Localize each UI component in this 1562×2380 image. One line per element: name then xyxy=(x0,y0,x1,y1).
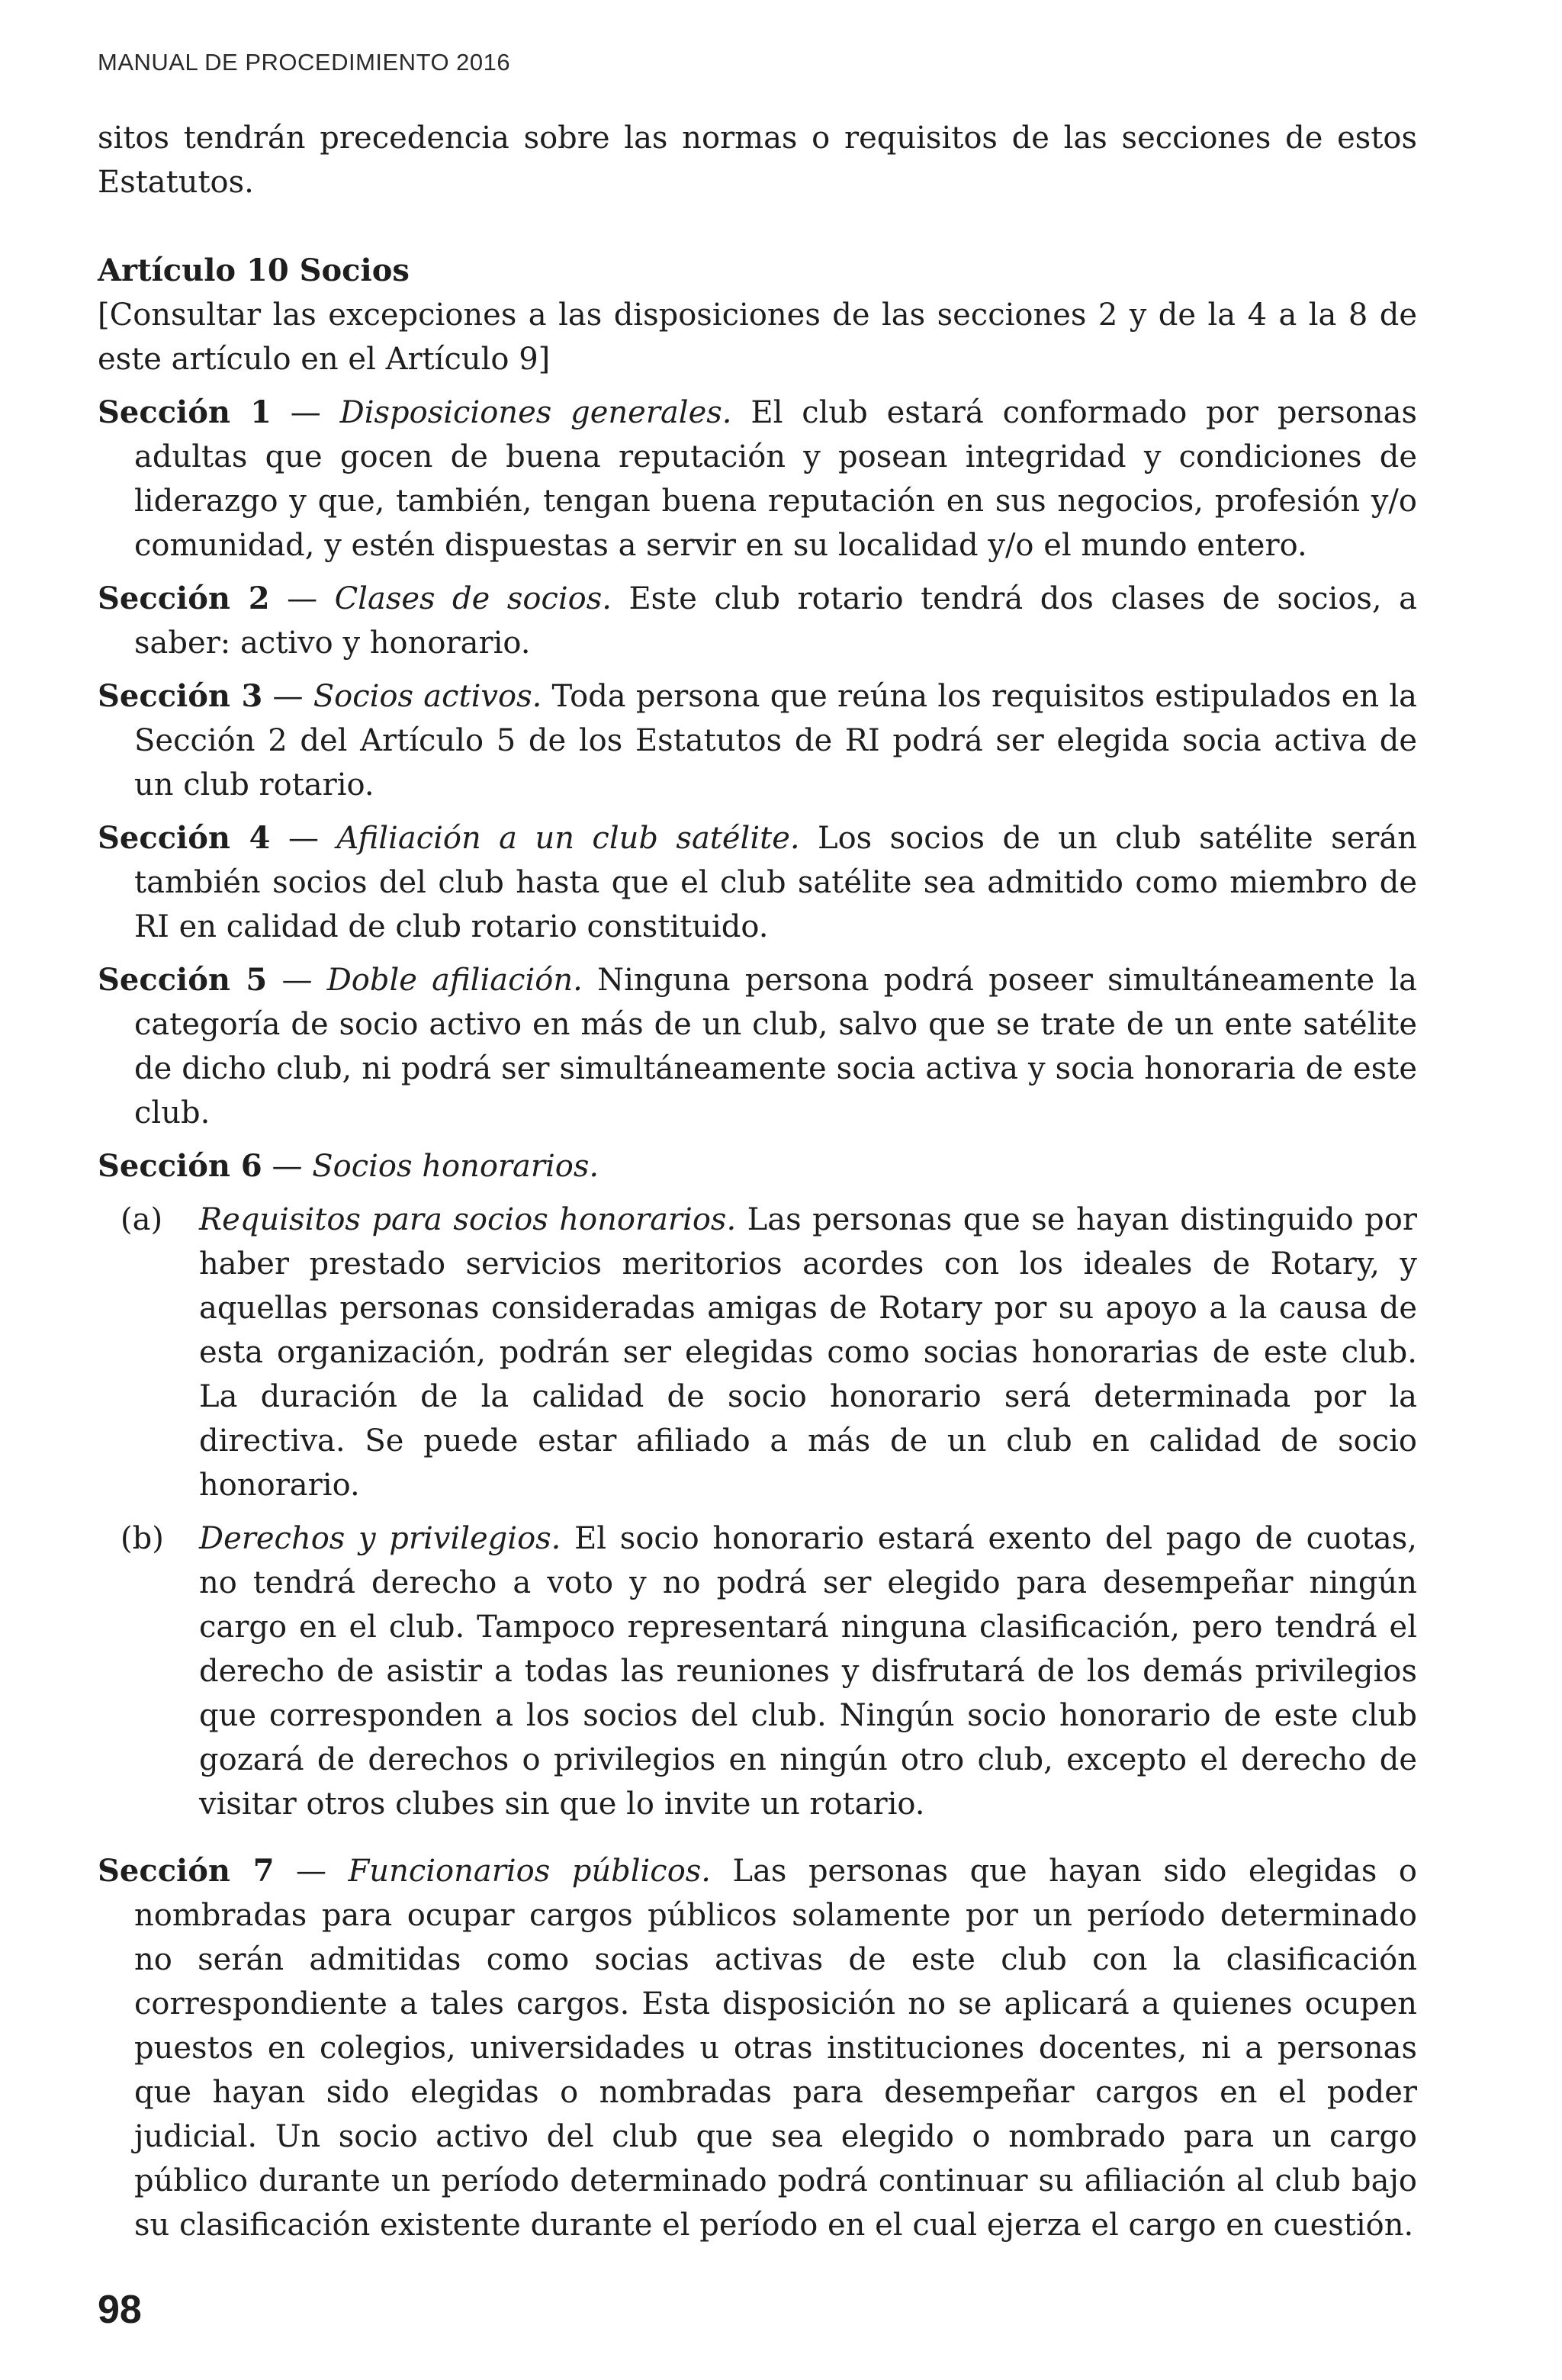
section-text: Ninguna persona podrá poseer simultáneamente la categoría de socio activo en más de un club, salvo que se trate de un ente satélite de dicho club, ni podrá ser simultáneamente socia activa y socia honoraria de este club. xyxy=(134,963,1417,1130)
section-label: Sección 3 xyxy=(98,678,263,714)
section-name: Funcionarios públicos. xyxy=(348,1854,712,1889)
item-label: (a) xyxy=(121,1202,163,1237)
section-1 xyxy=(98,391,1417,568)
item-text: Las personas que se hayan distinguido por haber prestado servicios meritorios acordes con los ideales de Rotary, y aquellas personas consideradas amigas de Rotary por su apoyo a la causa de esta organización, podrán ser elegidas como socias honorarias de este club. La duración de la calidad de socio honorario será determinada por la directiva. Se puede estar afiliado a más de un club en calidad de socio honorario. xyxy=(199,1202,1417,1503)
section-text: Las personas que hayan sido elegidas o nombradas para ocupar cargos públicos solamente por un período determinado no serán admitidas como socias activas de este club con la clasificación correspondiente a tales cargos. Esta disposición no se aplicará a quienes ocupen puestos en colegios, universidades u otras instituciones docentes, ni a personas que hayan sido elegidas o nombradas para desempeñar cargos en el poder judicial. Un socio activo del club que sea elegido o nombrado para un cargo público durante un período determinado podrá continuar su afiliación al club bajo su clasificación existente durante el período en el cual ejerza el cargo en cuestión. xyxy=(134,1854,1418,2243)
section-name: Afiliación a un club satélite. xyxy=(336,821,800,856)
section-dash: — xyxy=(269,581,335,616)
section-dash: — xyxy=(262,1149,313,1184)
section-5 xyxy=(98,958,1417,1135)
section-name: Clases de socios. xyxy=(334,581,612,616)
section-name: Disposiciones generales. xyxy=(339,395,732,430)
section-6-item-a xyxy=(98,1198,1417,1507)
section-label: Sección 2 xyxy=(98,581,270,616)
section-name: Socios honorarios. xyxy=(312,1149,599,1184)
running-header: MANUAL DE PROCEDIMIENTO 2016 xyxy=(98,49,511,76)
section-3 xyxy=(98,674,1417,807)
item-name: Requisitos para socios honorarios. xyxy=(199,1202,737,1237)
item-text: El socio honorario estará exento del pago de cuotas, no tendrá derecho a voto y no podrá ser elegido para desempeñar ningún cargo en el club. Tampoco representará ninguna clasificación, pero tendrá el derecho de asistir a todas las reuniones y disfrutará de los demás privilegios que corresponden a los socios del club. Ningún socio honorario de este club gozará de derechos o privilegios en ningún otro club, excepto el derecho de visitar otros clubes sin que lo invite un rotario. xyxy=(199,1521,1418,1822)
section-6 xyxy=(98,1144,1417,1188)
document-body xyxy=(98,116,1417,2256)
section-label: Sección 7 xyxy=(98,1853,275,1889)
item-name: Derechos y privilegios. xyxy=(199,1521,561,1556)
item-label: (b) xyxy=(121,1521,164,1556)
section-label: Sección 5 xyxy=(98,962,268,998)
section-6-item-b xyxy=(98,1516,1417,1826)
section-dash: — xyxy=(267,963,327,998)
intro-paragraph: sitos tendrán precedencia sobre las normas o requisitos de las secciones de estos Estatutos. xyxy=(98,121,1417,200)
section-dash: — xyxy=(274,1854,349,1889)
section-7 xyxy=(98,1849,1417,2247)
section-text: El club estará conformado por personas adultas que gocen de buena reputación y posean integridad y condiciones de liderazgo y que, también, tengan buena reputación en sus negocios, profesión y/o comunidad, y estén dispuestas a servir en su localidad y/o el mundo entero. xyxy=(134,395,1417,563)
section-dash: — xyxy=(271,395,340,430)
section-2 xyxy=(98,577,1417,665)
section-text: Este club rotario tendrá dos clases de socios, a saber: activo y honorario. xyxy=(134,581,1417,661)
section-dash: — xyxy=(270,821,337,856)
section-dash: — xyxy=(262,679,313,714)
section-label: Sección 6 xyxy=(98,1148,262,1184)
section-text: Toda persona que reúna los requisitos estipulados en la Sección 2 del Artículo 5 de los Estatutos de RI podrá ser elegida socia activa de un club rotario. xyxy=(134,679,1418,802)
section-4 xyxy=(98,816,1417,949)
section-label: Sección 4 xyxy=(98,820,271,856)
section-name: Socios activos. xyxy=(313,679,542,714)
article-note: [Consultar las excepciones a las disposiciones de las secciones 2 y de la 4 a la 8 de este artículo en el Artículo 9] xyxy=(98,298,1417,377)
article-title: Artículo 10 Socios xyxy=(98,252,410,288)
page-number: 98 xyxy=(98,2288,142,2332)
section-name: Doble afiliación. xyxy=(326,963,583,998)
section-label: Sección 1 xyxy=(98,394,272,430)
section-text: Los socios de un club satélite serán también socios del club hasta que el club satélite sea admitido como miembro de RI en calidad de club rotario constituido. xyxy=(134,821,1418,944)
